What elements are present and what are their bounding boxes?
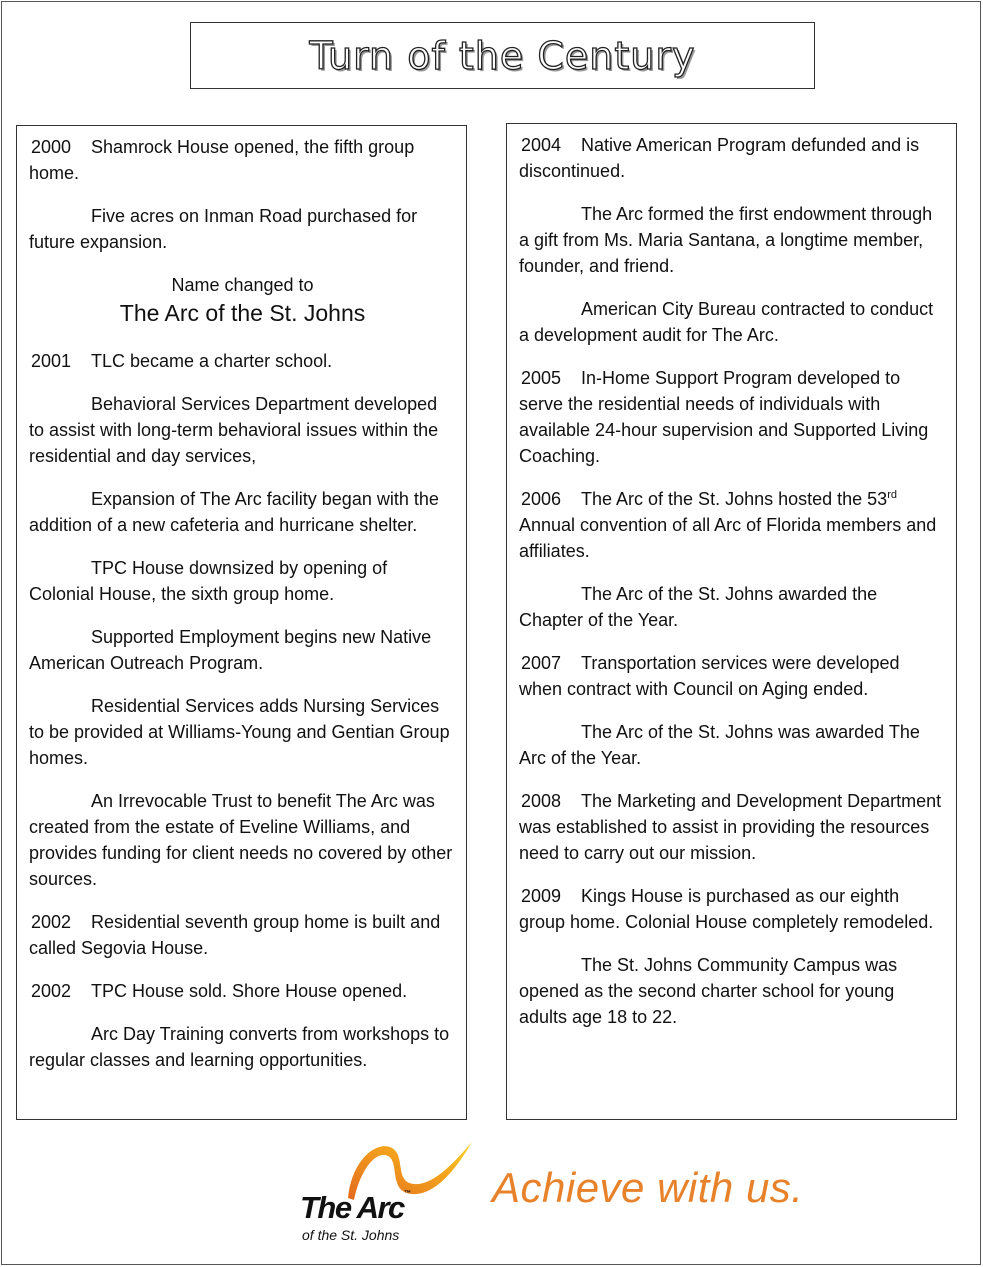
entry-text: Five acres on Inman Road purchased for future expansion. — [29, 206, 418, 252]
entry-text: Arc Day Training converts from workshops to regular classes and learning opportunities. — [29, 1024, 450, 1070]
timeline-entry — [519, 883, 946, 935]
right-column — [506, 123, 957, 1120]
timeline-entry — [519, 650, 946, 702]
entry-text: Behavioral Services Department developed to assist with long-term behavioral issues within the residential and day services, — [29, 394, 439, 466]
entry-year: 2009 — [521, 886, 562, 906]
tagline: Achieve with us. — [492, 1164, 804, 1211]
entry-text: Native American Program defunded and is discontinued. — [519, 135, 920, 181]
entry-year: 2007 — [521, 653, 562, 673]
entry-text: Residential Services adds Nursing Services to be provided at Williams-Young and Gentian Group homes. — [29, 696, 450, 768]
entry-text: Annual convention of all Arc of Florida members and affiliates. — [519, 515, 937, 561]
entry-text: The Arc formed the first endowment through a gift from Ms. Maria Santana, a longtime member, founder, and friend. — [519, 204, 933, 276]
entry-text: Supported Employment begins new Native American Outreach Program. — [29, 627, 432, 673]
page-title: Turn of the Century — [309, 33, 696, 78]
timeline-entry — [29, 1021, 456, 1073]
entry-text: TPC House sold. Shore House opened. — [91, 981, 408, 1001]
timeline-entry — [519, 788, 946, 866]
entry-year: 2008 — [521, 791, 562, 811]
entry-year: 2005 — [521, 368, 562, 388]
timeline-entry — [519, 952, 946, 1030]
timeline-entry — [29, 203, 456, 255]
timeline-entry — [29, 624, 456, 676]
ordinal-suffix: rd — [887, 489, 897, 501]
timeline-entry — [29, 555, 456, 607]
timeline-entry — [29, 978, 456, 1004]
timeline-entry — [519, 132, 946, 184]
entry-text: Residential seventh group home is built and called Segovia House. — [29, 912, 441, 958]
timeline-entry — [29, 134, 456, 186]
timeline-entry — [29, 909, 456, 961]
left-column — [16, 125, 467, 1120]
entry-text: American City Bureau contracted to conduct a development audit for The Arc. — [519, 299, 934, 345]
timeline-entry — [29, 486, 456, 538]
timeline-entry — [29, 391, 456, 469]
trademark-symbol: ™ — [403, 1190, 411, 1197]
arc-logo — [296, 1136, 476, 1248]
timeline-entry — [519, 296, 946, 348]
timeline-entry — [519, 486, 946, 564]
timeline-entry — [519, 581, 946, 633]
timeline-entry — [29, 348, 456, 374]
timeline-entry — [29, 693, 456, 771]
entry-year: 2002 — [31, 912, 72, 932]
logo-wordmark: The Arc™ — [300, 1190, 411, 1225]
entry-text: In-Home Support Program developed to serve the residential needs of individuals with available 24-hour supervision and Supported Living Coaching. — [519, 368, 929, 466]
entry-text: The Arc of the St. Johns was awarded The Arc of the Year. — [519, 722, 920, 768]
entry-year: 2000 — [31, 137, 72, 157]
name-change-label: Name changed to — [171, 275, 314, 295]
entry-year: 2004 — [521, 135, 562, 155]
logo-subtitle: of the St. Johns — [302, 1227, 400, 1243]
entry-text: The Arc of the St. Johns hosted the 53 — [581, 489, 888, 509]
name-change-value: The Arc of the St. Johns — [119, 300, 366, 326]
timeline-entry — [519, 719, 946, 771]
entry-text: Shamrock House opened, the fifth group home. — [29, 137, 415, 183]
entry-text: Expansion of The Arc facility began with the addition of a new cafeteria and hurricane shelter. — [29, 489, 439, 535]
timeline-entry — [519, 201, 946, 279]
entry-year: 2006 — [521, 489, 562, 509]
entry-text: Kings House is purchased as our eighth group home. Colonial House completely remodeled. — [519, 886, 934, 932]
entry-text: The Arc of the St. Johns awarded the Chapter of the Year. — [519, 584, 878, 630]
entry-year: 2002 — [31, 981, 72, 1001]
title-box — [190, 22, 815, 89]
timeline-entry — [519, 365, 946, 469]
timeline-entry — [29, 788, 456, 892]
entry-text: TLC became a charter school. — [91, 351, 333, 371]
entry-text: The Marketing and Development Department was established to assist in providing the resources need to carry out our mission. — [519, 791, 942, 863]
entry-year: 2001 — [31, 351, 72, 371]
entry-text: The St. Johns Community Campus was opened as the second charter school for young adults age 18 to 22. — [519, 955, 898, 1027]
entry-text: An Irrevocable Trust to benefit The Arc was created from the estate of Eveline Williams, and provides funding for client needs no covered by other sources. — [29, 791, 453, 889]
entry-text: TPC House downsized by opening of Colonial House, the sixth group home. — [29, 558, 388, 604]
entry-text: Transportation services were developed when contract with Council on Aging ended. — [519, 653, 900, 699]
